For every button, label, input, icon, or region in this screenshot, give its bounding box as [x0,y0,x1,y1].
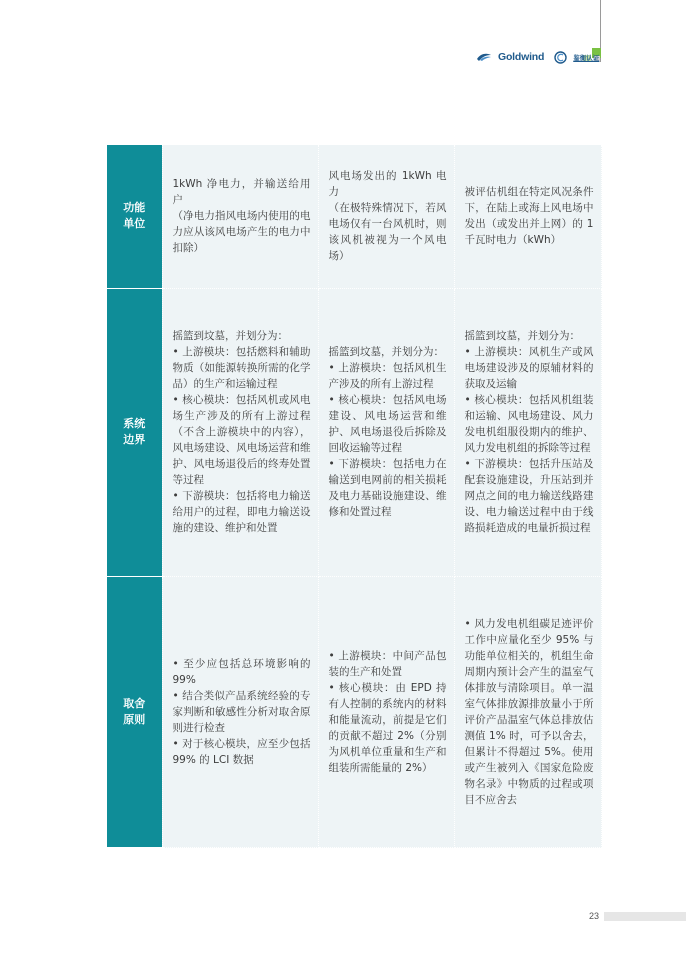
header-logos [476,49,599,65]
table-row-cutoff-criteria [107,576,601,847]
table-cell: 被评估机组在特定风况条件下，在陆上或海上风电场中发出（或发出并上网）的 1 千瓦时电力（kWh） [454,145,601,288]
table-cell: 摇篮到坟墓，并划分为： • 上游模块：包括燃料和辅助物质（如能源转换所需的化学品）的生产和运输过程 • 核心模块：包括风机或风电场生产涉及的所有上游过程（不含上游模块中的内容），风电场建设、风电场运营和维护、风电场退役后的终寿处置等过程 • 下游模块：包括将电力输送给用户的过程，即电力输送设施的建设、维护和处置 [162,288,318,576]
lca-comparison-table [107,145,602,848]
page-number: 23 [589,911,600,921]
page-footer-bar [604,912,686,921]
certification-logo-text: 鉴衡认证 [573,53,600,62]
table-cell: • 上游模块：中间产品包装的生产和处置 • 核心模块：由 EPD 持有人控制的系统内的材料和能量流动，前提是它们的贡献不超过 2%（分别为风机单位重量和生产和组装所需能量的 2%） [318,576,454,847]
row-label-functional-unit: 功能 单位 [107,145,162,288]
row-label-cutoff-criteria: 取舍 原则 [107,576,162,847]
page-footer [589,911,686,921]
goldwind-logo-text: Goldwind [498,51,545,63]
certification-logo-icon [554,51,567,64]
goldwind-logo-icon [476,52,492,62]
row-label-system-boundary: 系统 边界 [107,288,162,576]
table-row-system-boundary [107,288,601,576]
table-cell: 风电场发出的 1kWh 电力 （在极特殊情况下，若风电场仅有一台风机时，则该风机被视为一个风电场） [318,145,454,288]
table-row-functional-unit [107,145,601,288]
table-cell: • 风力发电机组碳足迹评价工作中应量化至少 95% 与功能单位相关的，机组生命周期内预计会产生的温室气体排放与清除项目。单一温室气体排放源排放量小于所评价产品温室气体总排放估测值 1% 时，可予以舍去，但累计不得超过 5%。使用或产生被列入《国家危险废物名录》中物质的过程或项目不应舍去 [454,576,601,847]
table-cell: 摇篮到坟墓，并划分为： • 上游模块：包括风机生产涉及的所有上游过程 • 核心模块：包括风电场建设、风电场运营和维护、风电场退役后拆除及回收运输等过程 • 下游模块：包括电力在输送到电网前的相关损耗及电力基础设施建设、维修和处置过程 [318,288,454,576]
table-cell: • 至少应包括总环境影响的 99% • 结合类似产品系统经验的专家判断和敏感性分析对取舍原则进行检查 • 对于核心模块，应至少包括 99% 的 LCI 数据 [162,576,318,847]
table-cell: 摇篮到坟墓，并划分为： • 上游模块：风机生产或风电场建设涉及的原辅材料的获取及运输 • 核心模块：包括风机组装和运输、风电场建设、风力发电机组服役期内的维护、风力发电机组的拆除等过程 • 下游模块：包括升压站及配套设施建设，升压站到并网点之间的电力输送线路建设、电力输送过程中由于线路损耗造成的电量折损过程 [454,288,601,576]
table-cell: 1kWh 净电力，并输送给用户 （净电力指风电场内使用的电力应从该风电场产生的电力中扣除） [162,145,318,288]
